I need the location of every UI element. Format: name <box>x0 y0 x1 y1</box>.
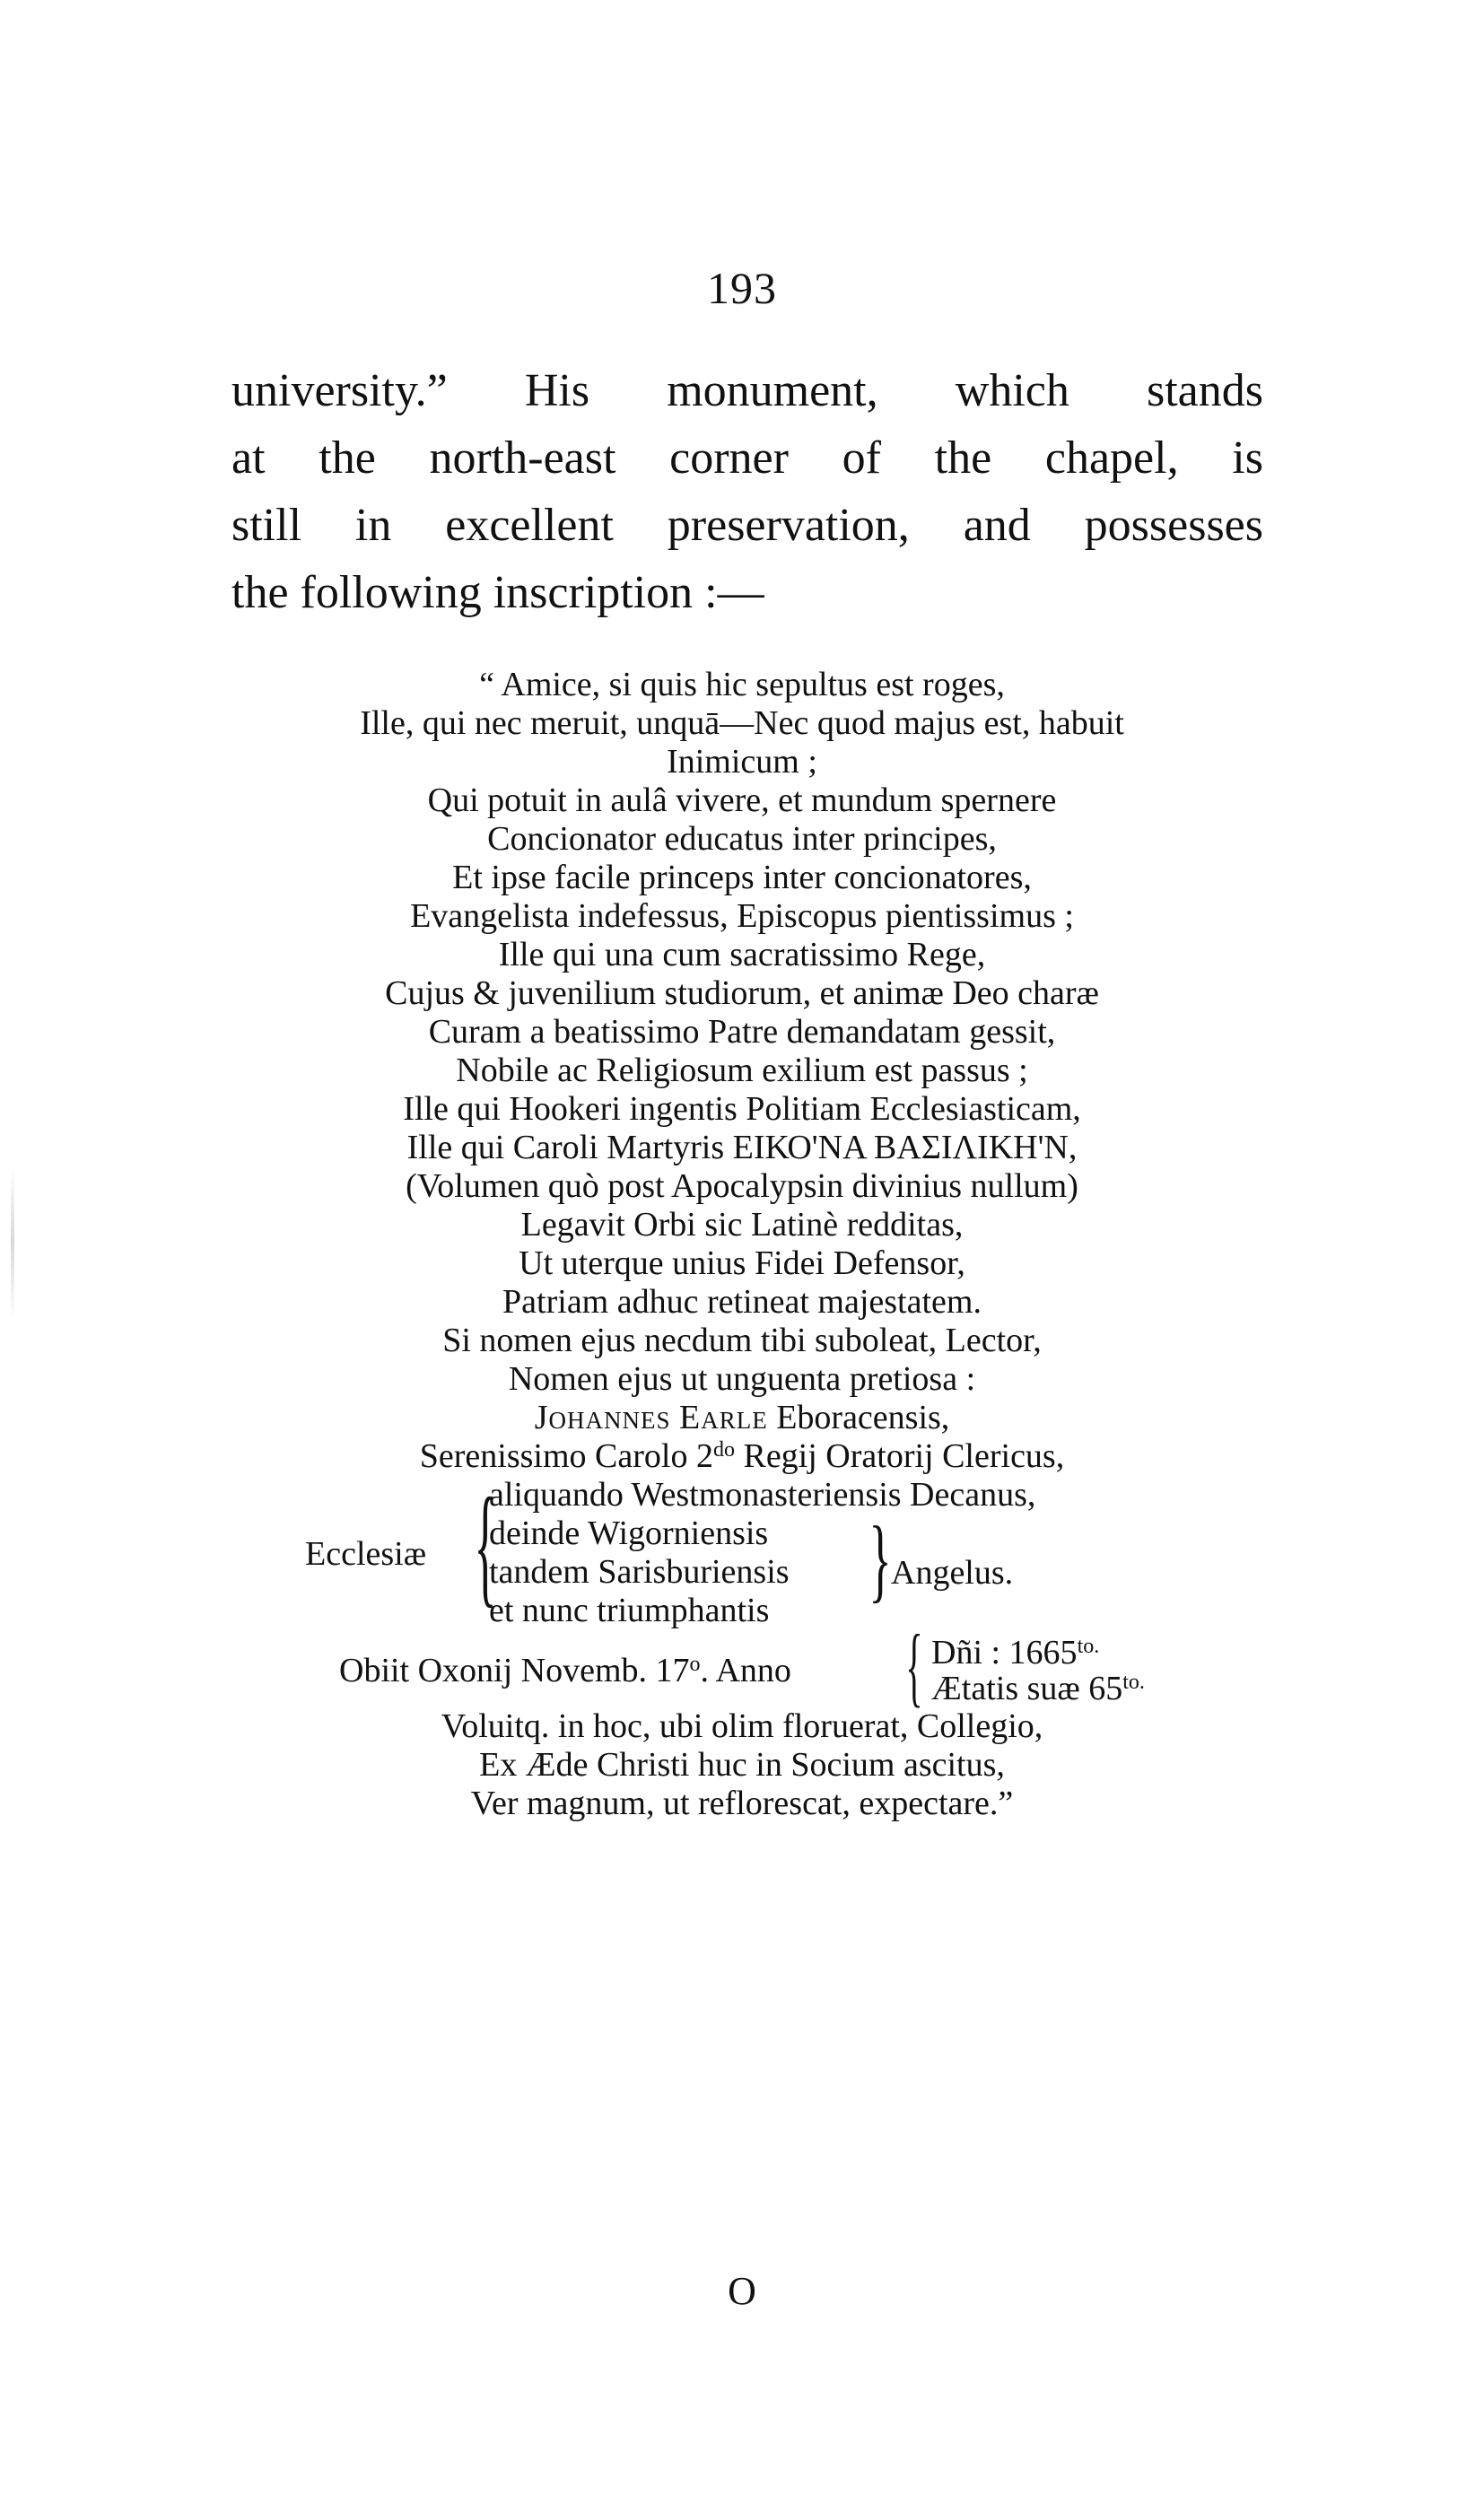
page-number: 193 <box>707 263 777 313</box>
date-brace-glyph: { <box>905 1616 923 1715</box>
name-line <box>0 1399 1484 1437</box>
obiit-text <box>339 1652 791 1690</box>
prose-line: at the north-east corner of the chapel, is <box>231 432 1263 484</box>
serenissimo-prefix: Serenissimo Carolo 2 <box>419 1437 713 1475</box>
inscription-line: Et ipse facile princeps inter concionatores, <box>452 859 1032 896</box>
monument-inscription <box>0 666 1484 1823</box>
inscription-line: Nobile ac Religiosum exilium est passus ; <box>456 1052 1028 1089</box>
ecclesiae-label: Ecclesiæ <box>305 1535 427 1573</box>
angelus-label: Angelus. <box>891 1554 1014 1592</box>
serenissimo-superscript: do <box>712 1438 735 1462</box>
prose-line: university.” His monument, which stands <box>231 365 1263 416</box>
domini-superscript: to. <box>1077 1635 1100 1658</box>
obiit-degree: o <box>689 1653 701 1676</box>
aetatis-text: Ætatis suæ 65 <box>931 1670 1123 1707</box>
ecclesiae-items <box>489 1476 1035 1630</box>
ecclesiae-item: tandem Sarisburiensis <box>489 1553 790 1591</box>
domini-date <box>931 1634 1099 1672</box>
right-brace-glyph: } <box>869 1506 892 1612</box>
obiit-suffix: . Anno <box>700 1652 791 1689</box>
inscription-line: Ver magnum, ut reflorescat, expectare.” <box>470 1785 1014 1822</box>
obiit-prefix: Obiit Oxonij Novemb. 17 <box>339 1652 690 1689</box>
serenissimo-suffix: Regij Oratorij Clericus, <box>734 1437 1065 1475</box>
prose-line: the following inscription :— <box>231 567 764 618</box>
inscription-line: Ut uterque unius Fidei Defensor, <box>519 1244 965 1282</box>
inscription-line: Evangelista indefessus, Episcopus pientissimus ; <box>410 897 1074 935</box>
inscription-line: Ex Æde Christi huc in Socium ascitus, <box>479 1746 1005 1784</box>
inscription-line: Voluitq. in hoc, ubi olim floruerat, Collegio, <box>441 1707 1043 1745</box>
inscription-line: Legavit Orbi sic Latinè redditas, <box>520 1206 964 1244</box>
ecclesiae-brace-group <box>0 1471 1484 1634</box>
inscription-line: Si nomen ejus necdum tibi suboleat, Lector, <box>442 1322 1042 1359</box>
inscription-line: Cujus & juvenilium studiorum, et animæ Deo charæ <box>385 974 1099 1012</box>
serenissimo-line <box>0 1437 1484 1476</box>
inscription-line: Qui potuit in aulâ vivere, et mundum spernere <box>427 781 1057 819</box>
inscription-line: Patriam adhuc retineat majestatem. <box>502 1283 982 1321</box>
inscription-line: Inimicum ; <box>667 743 817 781</box>
name-first: Johannes <box>534 1399 671 1436</box>
ecclesiae-item: aliquando Westmonasteriensis Decanus, <box>489 1476 1036 1514</box>
aetatis-date <box>931 1670 1145 1708</box>
inscription-line: Ille qui Hookeri ingentis Politiam Ecclesiasticam, <box>403 1090 1081 1128</box>
domini-text: Dñi : 1665 <box>931 1634 1078 1671</box>
aetatis-superscript: to. <box>1122 1671 1145 1694</box>
inscription-line: (Volumen quò post Apocalypsin divinius nullum) <box>406 1167 1078 1205</box>
prose-paragraph <box>231 357 1263 626</box>
name-suffix: Eboracensis, <box>767 1399 950 1436</box>
signature-mark: O <box>728 2269 756 2313</box>
prose-line: still in excellent preservation, and possesses <box>231 500 1263 551</box>
ecclesiae-item: et nunc triumphantis <box>489 1592 770 1629</box>
ecclesiae-item: deinde Wigorniensis <box>489 1514 769 1552</box>
inscription-line: Ille, qui nec meruit, unquā—Nec quod majus est, habuit <box>360 704 1124 742</box>
inscription-line: Ille qui Caroli Martyris ΕΙΚΟ'ΝΑ ΒΑΣΙΛΙΚΗ'Ν, <box>406 1129 1078 1166</box>
name-second: Earle <box>678 1399 768 1436</box>
inscription-line: Ille qui una cum sacratissimo Rege, <box>498 936 986 973</box>
inscription-line: Concionator educatus inter principes, <box>487 820 997 858</box>
obiit-line-group <box>0 1616 1484 1715</box>
inscription-line: Curam a beatissimo Patre demandatam gessit, <box>428 1013 1056 1051</box>
left-brace-glyph: { <box>474 1471 497 1619</box>
inscription-line: Nomen ejus ut unguenta pretiosa : <box>508 1360 976 1398</box>
inscription-line: “ Amice, si quis hic sepultus est roges, <box>479 666 1005 703</box>
